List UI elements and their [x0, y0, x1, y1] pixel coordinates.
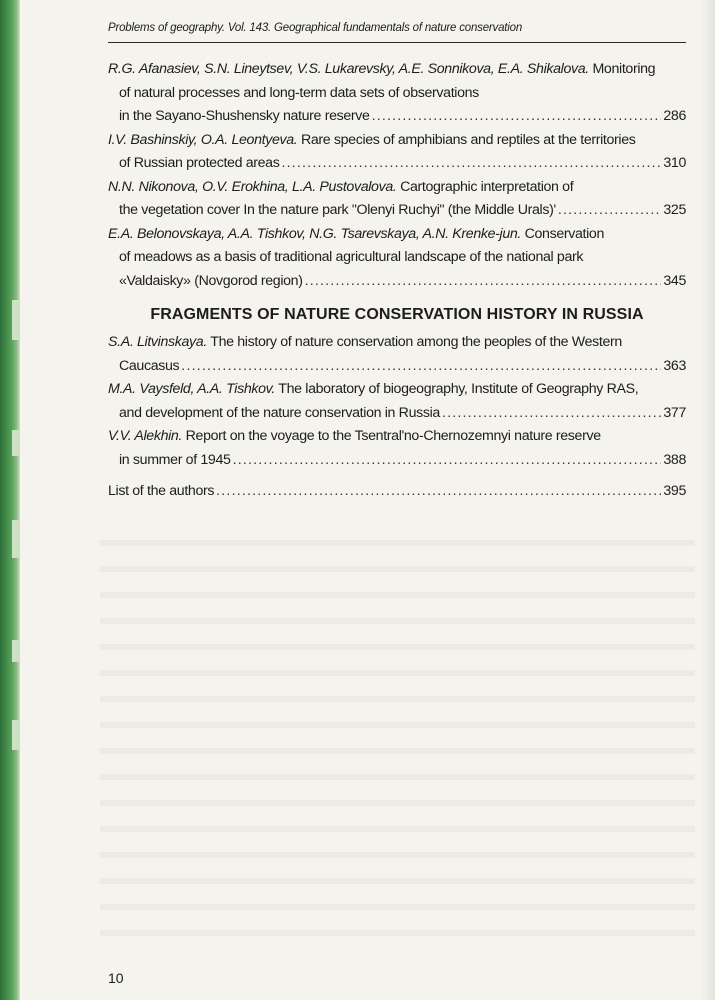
toc-authors: R.G. Afanasiev, S.N. Lineytsev, V.S. Lukarevsky, A.E. Sonnikova, E.A. Shikalova.: [108, 61, 589, 77]
toc-title: Report on the voyage to the Tsentral'no-Chernozemnyi nature reserve: [185, 428, 601, 444]
header-rule: [108, 42, 686, 43]
toc-title: The laboratory of biogeography, Institute of Geography RAS,: [278, 381, 639, 397]
dot-leader: [558, 199, 662, 223]
toc-entry[interactable]: [108, 378, 686, 425]
toc-page-number: 286: [663, 108, 686, 124]
binding-spine: [0, 0, 20, 1000]
toc-title: List of the authors: [108, 483, 215, 499]
toc-authors: N.N. Nikonova, O.V. Erokhina, L.A. Pustovalova.: [108, 178, 397, 195]
toc-entry[interactable]: [108, 129, 686, 176]
section-heading: FRAGMENTS OF NATURE CONSERVATION HISTORY IN RUSSIA: [150, 306, 644, 323]
toc-title-line: the vegetation cover In the nature park "Olenyi Ruchyi" (the Middle Urals)': [119, 202, 556, 218]
toc-authors: M.A. Vaysfeld, A.A. Tishkov.: [108, 381, 275, 397]
dot-leader: [442, 402, 661, 426]
toc-entry[interactable]: [108, 425, 686, 472]
show-through-text: [100, 520, 695, 940]
toc-page-number: 345: [663, 272, 686, 289]
toc-page-number: 377: [663, 404, 686, 421]
toc-title: Rare species of amphibians and reptiles at the territories: [300, 131, 636, 148]
page-edge-shadow: [701, 0, 715, 1000]
dot-leader: [181, 355, 661, 379]
running-header: Problems of geography. Vol. 143. Geographical fundamentals of nature conservation: [108, 22, 523, 34]
toc-entry[interactable]: [108, 331, 686, 378]
toc-authors: V.V. Alekhin.: [108, 428, 183, 444]
dot-leader: [216, 480, 661, 504]
toc-page-number: 388: [663, 451, 686, 468]
toc-title: Conservation: [524, 225, 604, 242]
toc-entry[interactable]: [108, 223, 686, 294]
toc-page-number: 363: [663, 357, 686, 374]
toc-page-number: 395: [663, 483, 686, 499]
toc-page-number: 310: [663, 155, 686, 171]
toc-title-line: of Russian protected areas: [119, 155, 280, 171]
toc-entry[interactable]: [108, 176, 686, 223]
toc-title-line: in summer of 1945: [119, 451, 231, 468]
toc-entry-list-of-authors[interactable]: [108, 480, 686, 504]
toc-title-line: in the Sayano-Shushensky nature reserve: [119, 108, 370, 124]
toc-title-line: Caucasus: [119, 357, 180, 374]
dot-leader: [233, 449, 662, 473]
toc-authors: E.A. Belonovskaya, A.A. Tishkov, N.G. Tsarevskaya, A.N. Krenke-jun.: [108, 225, 521, 242]
toc-entry[interactable]: [108, 58, 686, 129]
dot-leader: [372, 105, 662, 129]
page-number: 10: [108, 970, 124, 986]
table-of-contents: [108, 58, 686, 504]
toc-page-number: 325: [663, 202, 686, 218]
toc-title-line: of natural processes and long-term data sets of observations: [119, 84, 479, 101]
dot-leader: [305, 270, 662, 294]
toc-title-line: «Valdaisky» (Novgorod region): [119, 272, 303, 289]
toc-title: Cartographic interpretation of: [400, 178, 574, 195]
toc-title: The history of nature conservation among the peoples of the Western: [210, 334, 622, 350]
dot-leader: [281, 152, 661, 176]
toc-title: Monitoring: [592, 61, 656, 77]
toc-authors: S.A. Litvinskaya.: [108, 334, 207, 350]
toc-authors: I.V. Bashinskiy, O.A. Leontyeva.: [108, 131, 298, 148]
toc-title-line: and development of the nature conservation in Russia: [119, 404, 440, 421]
toc-title-line: of meadows as a basis of traditional agricultural landscape of the national park: [119, 249, 584, 265]
